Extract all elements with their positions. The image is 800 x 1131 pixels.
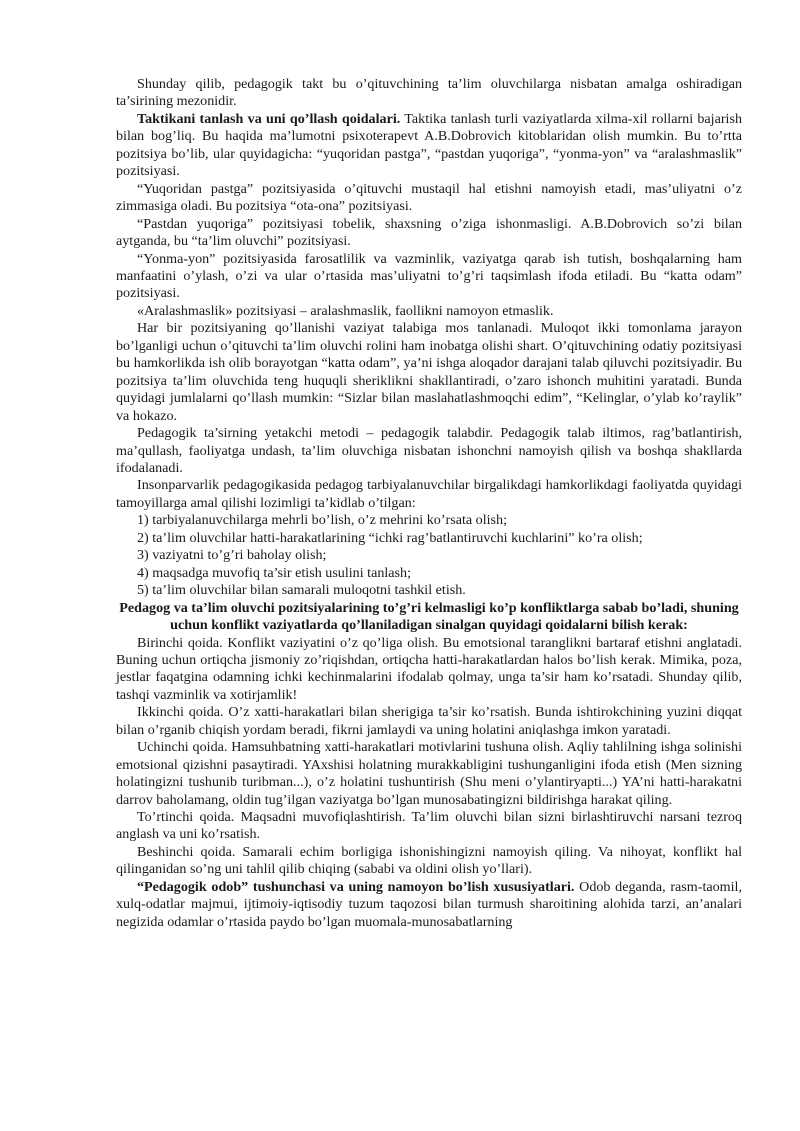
paragraph-conclusion: Shunday qilib, pedagogik takt bu o’qituvchining ta’lim oluvchilarga nisbatan amalga oshiradigan ta’sirining mezonidir.	[116, 76, 742, 110]
paragraph-tactics-text: Taktika tanlash turli vaziyatlarda xilma-xil rollarni bajarish bilan bog’liq. Bu haqida ma’lumotni psixoterapevt A.B.Dobrovich kitoblaridan olish mumkin. Bu to’rtta pozitsiya bo’lib, ular quyidagicha: “yuqoridan pastga”, “pastdan yuqoriga”, “yonma-yon” va “aralashmaslik” pozitsiyasi.	[116, 110, 742, 180]
list-item: 2) ta’lim oluvchilar hatti-harakatlarining “ichki rag’batlantiruvchi kuchlarini” ko’ra olish;	[137, 529, 643, 546]
paragraph-humanistic: Insonparvarlik pedagogikasida pedagog tarbiyalanuvchilar birgalikdagi hamkorlikdagi faoliyatda quyidagi tamoyillarga amal qilishi lozimligi ta’kidlab o’tilgan:	[116, 477, 742, 511]
paragraph-etiquette-text: Odob deganda, rasm-taomil, xulq-odatlar majmui, ijtimoiy-iqtisodiy tuzum taqozosi bilan turmush sharoitining alohida tarzi, an’analari negizida odamlar o’rtasida paydo bo’lgan muomala-munosabatlarning	[116, 878, 742, 930]
paragraph-rule-1: Birinchi qoida. Konflikt vaziyatini o’z qo’liga olish. Bu emotsional taranglikni bartaraf etishni anglatadi. Buning uchun ortiqcha jismoniy zo’riqishdan, ortiqcha hatti-harakatlardan halos bo’lish kerak. Mimika, poza, jestlar faqatgina odamning ichki kechinmalarini ifodalab qolmay, unga ta’sir ham ko’rsatadi. Shunday qilib, tashqi vazminlik va xotirjamlik!	[116, 634, 742, 703]
section-heading-conflict: Pedagog va ta’lim oluvchi pozitsiyalarining to’g’ri kelmasligi ko’p konfliktlarga sabab bo’ladi, shuning uchun konflikt vaziyatlarda qo’llaniladigan sinalgan quyidagi qoidalarni bilish kerak:	[119, 599, 739, 634]
section-heading-etiquette: “Pedagogik odob” tushunchasi va uning namoyon bo’lish xususiyatlari.	[137, 878, 575, 895]
paragraph-pedagogical-demand: Pedagogik ta’sirning yetakchi metodi – pedagogik talabdir. Pedagogik talab iltimos, rag’batlantirish, ma’qullash, faoliyatga undash, ta’lim oluvchiga nisbatan ishonchni namoyish qilish va boshqa shakllarda ifodalanadi.	[116, 425, 742, 476]
list-item: 5) ta’lim oluvchilar bilan samarali muloqotni tashkil etish.	[137, 582, 466, 599]
paragraph-rule-3: Uchinchi qoida. Hamsuhbatning xatti-harakatlari motivlarini tushuna olish. Aqliy tahlilning ishga solinishi emotsional qizishni pasaytiradi. YAxshisi holatning murakkabligini tushunganligini ifoda etish (Men sizning holatingizni tushunib turibman...), o’z holatini tushuntirish (Shu meni o’ylantiryapti...) YA’ni hatti-harakatni darrov baholamang, oldin tug’ilgan vaziyatga bo’lgan munosabatingizni bildirishga harakat qiling.	[116, 739, 742, 808]
paragraph-top-down: “Yuqoridan pastga” pozitsiyasida o’qituvchi mustaqil hal etishni namoyish etadi, mas’uliyatni o’z zimmasiga oladi. Bu pozitsiya “ota-ona” pozitsiyasi.	[116, 180, 742, 215]
section-heading-tactics: Taktikani tanlash va uni qo’llash qoidalari.	[137, 110, 401, 127]
paragraph-rule-5: Beshinchi qoida. Samarali echim borligiga ishonishingizni namoyish qiling. Va nihoyat, konflikt hal qilinganidan so’ng uni tahlil qilib chiqing (sababi va oldini olish yo’llari).	[116, 843, 742, 878]
paragraph-rule-4: To’rtinchi qoida. Maqsadni muvofiqlashtirish. Ta’lim oluvchi bilan sizni birlashtiruvchi narsani tezroq anglash va uni ko’rsatish.	[116, 809, 742, 843]
list-item: 3) vaziyatni to’g’ri baholay olish;	[137, 547, 327, 564]
paragraph-non-interference: «Aralashmaslik» pozitsiyasi – aralashmaslik, faollikni namoyon etmaslik.	[137, 302, 554, 319]
paragraph-rule-2: Ikkinchi qoida. O’z xatti-harakatlari bilan sherigiga ta’sir ko’rsatish. Bunda ishtirokchining yuzini diqqat bilan o’rganib chiqish yordam beradi, fikrni jamlaydi va uning holatini aniqlashga imkon yaratadi.	[116, 704, 742, 738]
paragraph-bottom-up: “Pastdan yuqoriga” pozitsiyasi tobelik, shaxsning o’ziga ishonmasligi. A.B.Dobrovich so’zi bilan aytganda, bu “ta’lim oluvchi” pozitsiyasi.	[116, 215, 742, 250]
paragraph-positions: Har bir pozitsiyaning qo’llanishi vaziyat talabiga mos tanlanadi. Muloqot ikki tomonlama jarayon bo’lganligi uchun o’qituvchi ta’lim oluvchi rolini ham inobatga olishi shart. O’qituvchining odatiy pozitsiyasi bu hamkorlikda ish olib borayotgan “katta odam”, ya’ni ishga aloqador darajani talab qiluvchi pozitsiyadir. Bu pozitsiya ta’lim oluvchida teng huquqli sheriklikni shakllantiradi, o’zaro ishonch muhitini yaratadi. Bunda quyidagi jumlalarni qo’llash mumkin: “Sizlar bilan maslahatlashmoqchi edim”, “Kelinglar, o’ylab ko’raylik” va hokazo.	[116, 320, 742, 424]
document-page	[116, 76, 742, 931]
paragraph-etiquette	[116, 879, 742, 931]
list-item: 4) maqsadga muvofiq ta’sir etish usulini tanlash;	[137, 564, 412, 581]
list-item: 1) tarbiyalanuvchilarga mehrli bo’lish, o’z mehrini ko’rsata olish;	[137, 512, 507, 529]
paragraph-side-by-side: “Yonma-yon” pozitsiyasida farosatlilik va vazminlik, vaziyatga qarab ish tutish, boshqalarning ham manfaatini o’ylash, o’zi va ular o’rtasida mas’uliyatni to’g’ri taqsimlash ifoda etiladi. Bu “katta odam” pozitsiyasi.	[116, 250, 742, 302]
paragraph-tactics	[116, 111, 742, 181]
